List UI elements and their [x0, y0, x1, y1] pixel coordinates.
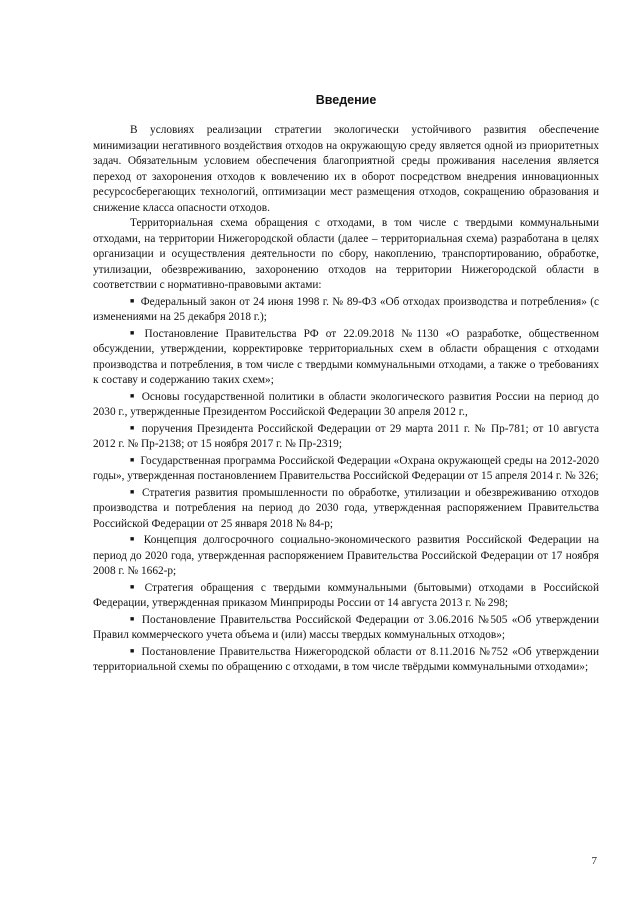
list-item [93, 421, 599, 453]
list-item-text: Концепция долгосрочного социально-экономического развития Российской Федерации на период до 2020 года, утвержденная распоряжением Правительства Российской Федерации от 17 ноября 2008 г. № 1662-р; [93, 534, 599, 577]
list-item [93, 453, 599, 485]
square-bullet-icon: ■ [130, 535, 138, 543]
list-item [93, 326, 599, 389]
page-title: Введение [315, 93, 377, 107]
square-bullet-icon: ■ [130, 423, 136, 432]
square-bullet-icon: ■ [130, 455, 135, 464]
list-item-text: Государственная программа Российской Федерации «Охрана окружающей среды на 2012-2020 годы», утвержденная постановлением Правительства Российской Федерации от 15 апреля 2014 г. № 326; [93, 454, 599, 482]
list-item [93, 580, 599, 612]
list-item-text: Постановление Правительства Нижегородской области от 8.11.2016 №752 «Об утверждении территориальной схемы по обращению с отходами, в том числе твёрдыми коммунальными отходами»; [93, 645, 599, 673]
list-item [93, 644, 599, 676]
list-item-text: Федеральный закон от 24 июня 1998 г. № 89-ФЗ «Об отходах производства и потребления» (с изменениями на 25 декабря 2018 г.); [93, 295, 599, 323]
scheme-paragraph: Территориальная схема обращения с отходами, в том числе с твердыми коммунальными отходами, на территории Нижегородской области (далее – территориальная схема) разработана в целях организации и осуществления деятельности по сбору, накоплению, транспортированию, обработке, утилизации, обезвреживанию, захоронению отходов на территории Нижегородской области в соответствии с нормативно-правовыми актами: [93, 217, 599, 291]
list-item [93, 532, 599, 580]
square-bullet-icon: ■ [130, 646, 136, 655]
list-item-text: поручения Президента Российской Федерации от 29 марта 2011 г. № Пр-781; от 10 августа 2012 г. № Пр-2138; от 15 ноября 2017 г. № Пр-2319; [93, 422, 600, 450]
list-item-text: Основы государственной политики в области экологического развития России на период до 2030 г., утвержденные Президентом Российской Федерации 30 апреля 2012 г., [93, 390, 600, 418]
list-item-text: Постановление Правительства РФ от 22.09.2018 №1130 «О разработке, общественном обсуждении, утверждении, корректировке территориальных схем в области обращения с отходами производства и потребления, в том числе с твердыми коммунальными отходами, а также о требованиях к составу и содержанию таких схем»; [93, 327, 600, 386]
legal-acts-list [93, 294, 599, 676]
page-number: 7 [591, 855, 597, 867]
list-item [93, 389, 599, 421]
square-bullet-icon: ■ [130, 391, 136, 400]
list-item [93, 612, 599, 644]
square-bullet-icon: ■ [130, 614, 136, 623]
intro-paragraph: В условиях реализации стратегии экологически устойчивого развития обеспечение минимизации негативного воздействия отходов на окружающую среду является одной из приоритетных задач. Обязательным условием обеспечения благоприятной среды проживания населения является переход от захоронения отходов к вовлечению их в оборот посредством внедрения инновационных ресурсосберегающих технологий, оптимизации мест размещения отходов, сокращению образования и снижение класса опасности отходов. [93, 124, 599, 214]
list-item-text: Постановление Правительства Российской Федерации от 3.06.2016 №505 «Об утверждении Правил коммерческого учета объема и (или) массы твердых коммунальных отходов»; [93, 613, 599, 641]
square-bullet-icon: ■ [130, 582, 139, 591]
square-bullet-icon: ■ [130, 487, 136, 496]
list-item [93, 294, 599, 326]
square-bullet-icon: ■ [130, 296, 135, 305]
list-item-text: Стратегия развития промышленности по обработке, утилизации и обезвреживанию отходов производства и потребления на период до 2030 года, утвержденная распоряжением Правительства Российской Федерации от 25 января 2018 № 84-р; [93, 486, 599, 530]
list-item-text: Стратегия обращения с твердыми коммунальными (бытовыми) отходами в Российской Федерации, утвержденная приказом Минприроды России от 14 августа 2013 г. № 298; [93, 581, 599, 609]
list-item [93, 485, 599, 533]
square-bullet-icon: ■ [130, 328, 139, 337]
